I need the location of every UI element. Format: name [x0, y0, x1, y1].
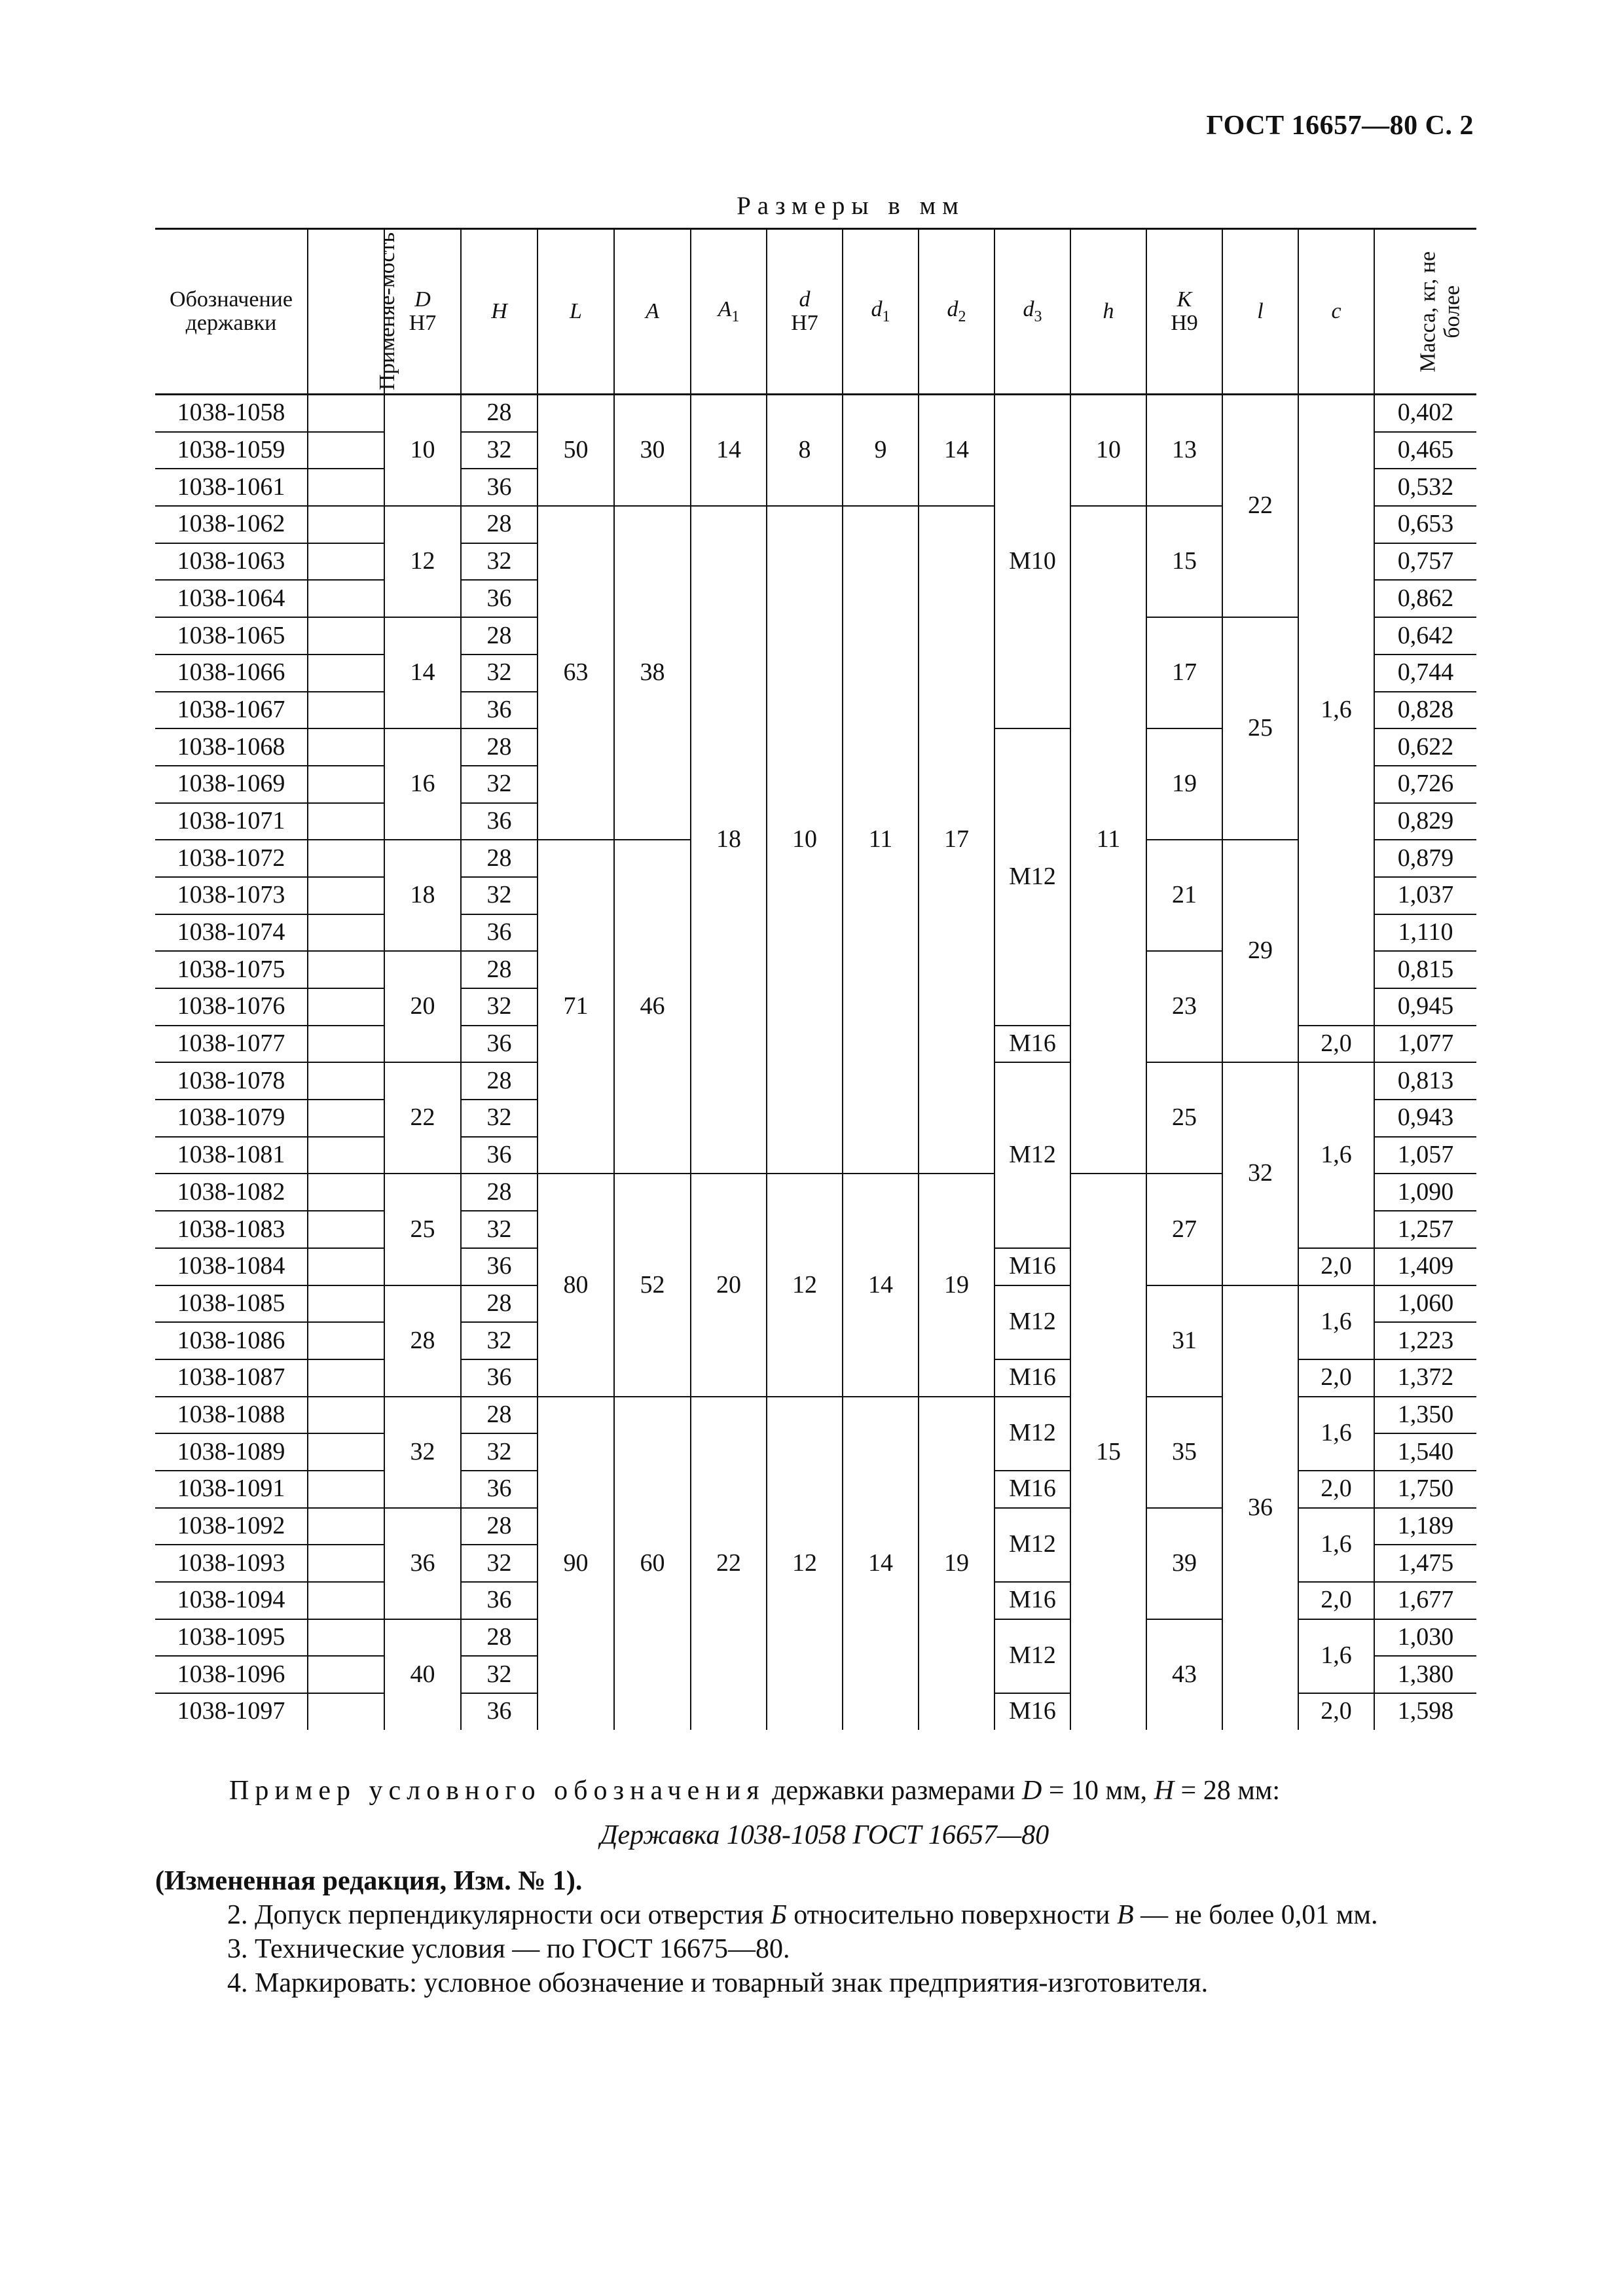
- cell-applicability: [308, 432, 384, 469]
- cell-H: 32: [461, 1322, 538, 1359]
- cell-c: 1,6: [1298, 1062, 1374, 1247]
- cell-applicability: [308, 1211, 384, 1248]
- cell-L: 50: [538, 395, 614, 507]
- cell-l: 36: [1222, 1285, 1298, 1730]
- cell-mass: 1,057: [1374, 1137, 1476, 1174]
- cell-mass: 1,257: [1374, 1211, 1476, 1248]
- cell-H: 32: [461, 1545, 538, 1582]
- cell-d3: M12: [994, 1062, 1070, 1247]
- cell-d3: M12: [994, 1619, 1070, 1693]
- cell-designation: 1038-1085: [155, 1285, 308, 1323]
- cell-H: 36: [461, 1693, 538, 1730]
- cell-mass: 0,402: [1374, 395, 1476, 432]
- cell-applicability: [308, 1545, 384, 1582]
- cell-H: 36: [461, 580, 538, 617]
- cell-mass: 1,409: [1374, 1248, 1476, 1285]
- cell-l: 29: [1222, 840, 1298, 1062]
- cell-K: 35: [1146, 1397, 1222, 1508]
- cell-H: 36: [461, 803, 538, 840]
- cell-designation: 1038-1063: [155, 543, 308, 581]
- col-A1: $A_1$: [691, 229, 767, 395]
- cell-mass: 0,815: [1374, 951, 1476, 988]
- cell-mass: 1,380: [1374, 1656, 1476, 1693]
- cell-L: 80: [538, 1174, 614, 1396]
- cell-d3: M16: [994, 1026, 1070, 1063]
- cell-H: 28: [461, 1174, 538, 1211]
- cell-designation: 1038-1073: [155, 877, 308, 914]
- cell-d1: 9: [843, 395, 919, 507]
- cell-H: 36: [461, 1471, 538, 1508]
- cell-designation: 1038-1083: [155, 1211, 308, 1248]
- cell-H: 36: [461, 1026, 538, 1063]
- cell-A: 60: [614, 1397, 691, 1730]
- cell-applicability: [308, 655, 384, 692]
- cell-designation: 1038-1077: [155, 1026, 308, 1063]
- cell-K: 31: [1146, 1285, 1222, 1397]
- cell-D: 18: [384, 840, 461, 951]
- cell-mass: 0,943: [1374, 1100, 1476, 1137]
- cell-d3: M16: [994, 1248, 1070, 1285]
- cell-designation: 1038-1082: [155, 1174, 308, 1211]
- cell-D: 16: [384, 728, 461, 840]
- cell-H: 32: [461, 988, 538, 1026]
- cell-c: 2,0: [1298, 1248, 1374, 1285]
- cell-applicability: [308, 543, 384, 581]
- cell-A1: 22: [691, 1397, 767, 1730]
- cell-K: 27: [1146, 1174, 1222, 1285]
- cell-mass: 0,862: [1374, 580, 1476, 617]
- cell-H: 32: [461, 1656, 538, 1693]
- cell-applicability: [308, 1619, 384, 1657]
- cell-mass: 1,090: [1374, 1174, 1476, 1211]
- cell-D: 40: [384, 1619, 461, 1730]
- cell-H: 28: [461, 1285, 538, 1323]
- cell-d3: M16: [994, 1359, 1070, 1397]
- cell-K: 15: [1146, 506, 1222, 617]
- cell-applicability: [308, 1062, 384, 1100]
- cell-applicability: [308, 506, 384, 543]
- cell-designation: 1038-1059: [155, 432, 308, 469]
- cell-mass: 0,945: [1374, 988, 1476, 1026]
- cell-mass: 0,879: [1374, 840, 1476, 877]
- cell-designation: 1038-1086: [155, 1322, 308, 1359]
- cell-designation: 1038-1088: [155, 1397, 308, 1434]
- cell-A: 38: [614, 506, 691, 840]
- cell-K: 19: [1146, 728, 1222, 840]
- cell-d3: M10: [994, 395, 1070, 729]
- cell-applicability: [308, 1248, 384, 1285]
- cell-applicability: [308, 692, 384, 729]
- cell-applicability: [308, 1508, 384, 1545]
- cell-l: 25: [1222, 617, 1298, 840]
- cell-D: 32: [384, 1397, 461, 1508]
- cell-designation: 1038-1094: [155, 1582, 308, 1619]
- cell-applicability: [308, 1656, 384, 1693]
- cell-H: 28: [461, 1619, 538, 1657]
- cell-mass: 0,622: [1374, 728, 1476, 766]
- cell-d: 10: [767, 506, 843, 1174]
- cell-l: 32: [1222, 1062, 1298, 1285]
- cell-D: 10: [384, 395, 461, 507]
- cell-applicability: [308, 1693, 384, 1730]
- cell-H: 36: [461, 914, 538, 952]
- col-d1: $d_1$: [843, 229, 919, 395]
- col-L: L: [538, 229, 614, 395]
- cell-mass: 1,030: [1374, 1619, 1476, 1657]
- cell-d3: M12: [994, 728, 1070, 1026]
- cell-applicability: [308, 1397, 384, 1434]
- cell-D: 36: [384, 1508, 461, 1619]
- col-applicability-label: Применяе-мость: [375, 232, 400, 391]
- cell-K: 13: [1146, 395, 1222, 507]
- cell-designation: 1038-1093: [155, 1545, 308, 1582]
- example-var-H: H: [1154, 1776, 1175, 1806]
- cell-c: 1,6: [1298, 395, 1374, 1026]
- cell-K: 43: [1146, 1619, 1222, 1730]
- cell-applicability: [308, 395, 384, 432]
- cell-mass: 1,677: [1374, 1582, 1476, 1619]
- cell-mass: 0,653: [1374, 506, 1476, 543]
- cell-c: 2,0: [1298, 1471, 1374, 1508]
- cell-c: 1,6: [1298, 1397, 1374, 1471]
- cell-applicability: [308, 766, 384, 803]
- cell-K: 21: [1146, 840, 1222, 951]
- cell-H: 28: [461, 1397, 538, 1434]
- cell-mass: 1,598: [1374, 1693, 1476, 1730]
- cell-H: 28: [461, 395, 538, 432]
- cell-A: 30: [614, 395, 691, 507]
- cell-designation: 1038-1095: [155, 1619, 308, 1657]
- cell-d2: 17: [919, 506, 994, 1174]
- cell-d1: 14: [843, 1174, 919, 1396]
- col-l: l: [1222, 229, 1298, 395]
- cell-designation: 1038-1084: [155, 1248, 308, 1285]
- cell-designation: 1038-1069: [155, 766, 308, 803]
- cell-H: 32: [461, 1211, 538, 1248]
- cell-H: 32: [461, 543, 538, 581]
- cell-mass: 0,726: [1374, 766, 1476, 803]
- cell-mass: 0,829: [1374, 803, 1476, 840]
- col-h: h: [1070, 229, 1146, 395]
- cell-A1: 14: [691, 395, 767, 507]
- col-K: K H9: [1146, 229, 1222, 395]
- cell-D: 22: [384, 1062, 461, 1174]
- cell-c: 2,0: [1298, 1693, 1374, 1730]
- cell-designation: 1038-1072: [155, 840, 308, 877]
- cell-designation: 1038-1071: [155, 803, 308, 840]
- cell-H: 36: [461, 692, 538, 729]
- cell-mass: 1,189: [1374, 1508, 1476, 1545]
- cell-d3: M16: [994, 1693, 1070, 1730]
- cell-designation: 1038-1061: [155, 469, 308, 506]
- cell-d2: 19: [919, 1397, 994, 1730]
- cell-applicability: [308, 1322, 384, 1359]
- cell-c: 1,6: [1298, 1285, 1374, 1359]
- cell-l: 22: [1222, 395, 1298, 618]
- note-2: 2. Допуск перпендикулярности оси отверстия Б относительно поверхности В — не более 0,01 мм.: [227, 1900, 1378, 1930]
- cell-designation: 1038-1065: [155, 617, 308, 655]
- cell-designation: 1038-1068: [155, 728, 308, 766]
- col-D: D H7: [384, 229, 461, 395]
- cell-D: 28: [384, 1285, 461, 1397]
- edition-note: (Измененная редакция, Изм. № 1).: [155, 1866, 583, 1896]
- cell-K: 39: [1146, 1508, 1222, 1619]
- cell-designation: 1038-1091: [155, 1471, 308, 1508]
- table-caption: Размеры в мм: [737, 192, 965, 220]
- notes: [155, 1864, 1474, 2000]
- cell-applicability: [308, 1100, 384, 1137]
- cell-H: 36: [461, 1359, 538, 1397]
- cell-d3: M12: [994, 1397, 1070, 1471]
- cell-applicability: [308, 840, 384, 877]
- cell-applicability: [308, 1137, 384, 1174]
- cell-L: 71: [538, 840, 614, 1174]
- cell-d2: 19: [919, 1174, 994, 1396]
- col-designation: Обозначение державки: [155, 229, 308, 395]
- cell-designation: 1038-1097: [155, 1693, 308, 1730]
- cell-designation: 1038-1087: [155, 1359, 308, 1397]
- cell-A: 46: [614, 840, 691, 1174]
- cell-applicability: [308, 1285, 384, 1323]
- cell-applicability: [308, 803, 384, 840]
- cell-mass: 1,110: [1374, 914, 1476, 952]
- cell-designation: 1038-1058: [155, 395, 308, 432]
- cell-d2: 14: [919, 395, 994, 507]
- cell-H: 36: [461, 469, 538, 506]
- cell-designation: 1038-1075: [155, 951, 308, 988]
- col-d3: $d_3$: [994, 229, 1070, 395]
- cell-mass: 0,744: [1374, 655, 1476, 692]
- cell-mass: 0,532: [1374, 469, 1476, 506]
- cell-mass: 1,060: [1374, 1285, 1476, 1323]
- cell-A1: 20: [691, 1174, 767, 1396]
- cell-d3: M12: [994, 1508, 1070, 1582]
- cell-H: 28: [461, 1062, 538, 1100]
- cell-K: 25: [1146, 1062, 1222, 1174]
- cell-designation: 1038-1066: [155, 655, 308, 692]
- example-text: державки размерами: [765, 1776, 1022, 1806]
- cell-H: 28: [461, 840, 538, 877]
- example-intro: Пример условного обозначения: [229, 1776, 765, 1806]
- cell-mass: 1,037: [1374, 877, 1476, 914]
- cell-K: 23: [1146, 951, 1222, 1062]
- cell-designation: 1038-1078: [155, 1062, 308, 1100]
- cell-applicability: [308, 951, 384, 988]
- cell-d: 12: [767, 1174, 843, 1396]
- cell-d1: 14: [843, 1397, 919, 1730]
- cell-h: 15: [1070, 1174, 1146, 1729]
- cell-designation: 1038-1062: [155, 506, 308, 543]
- cell-d3: M12: [994, 1285, 1070, 1359]
- cell-mass: 1,077: [1374, 1026, 1476, 1063]
- cell-H: 28: [461, 1508, 538, 1545]
- cell-D: 25: [384, 1174, 461, 1285]
- cell-A1: 18: [691, 506, 767, 1174]
- cell-designation: 1038-1076: [155, 988, 308, 1026]
- cell-designation: 1038-1074: [155, 914, 308, 952]
- cell-designation: 1038-1096: [155, 1656, 308, 1693]
- col-c: c: [1298, 229, 1374, 395]
- cell-L: 63: [538, 506, 614, 840]
- cell-applicability: [308, 1471, 384, 1508]
- cell-mass: 0,642: [1374, 617, 1476, 655]
- cell-designation: 1038-1067: [155, 692, 308, 729]
- col-d: d H7: [767, 229, 843, 395]
- cell-d: 12: [767, 1397, 843, 1730]
- cell-h: 10: [1070, 395, 1146, 507]
- cell-applicability: [308, 914, 384, 952]
- cell-H: 28: [461, 506, 538, 543]
- cell-designation: 1038-1089: [155, 1433, 308, 1471]
- cell-H: 36: [461, 1137, 538, 1174]
- cell-mass: 1,475: [1374, 1545, 1476, 1582]
- cell-d3: M16: [994, 1471, 1070, 1508]
- cell-designation: 1038-1081: [155, 1137, 308, 1174]
- designation-example: [229, 1775, 1280, 1806]
- cell-applicability: [308, 988, 384, 1026]
- cell-h: 11: [1070, 506, 1146, 1174]
- cell-mass: 0,757: [1374, 543, 1476, 581]
- cell-mass: 1,540: [1374, 1433, 1476, 1471]
- cell-applicability: [308, 1026, 384, 1063]
- col-mass: [1374, 229, 1476, 395]
- table-row: [155, 395, 1476, 432]
- cell-applicability: [308, 728, 384, 766]
- cell-mass: 0,813: [1374, 1062, 1476, 1100]
- cell-H: 36: [461, 1248, 538, 1285]
- table-body: [155, 395, 1476, 1730]
- cell-c: 2,0: [1298, 1026, 1374, 1063]
- cell-applicability: [308, 469, 384, 506]
- cell-mass: 1,750: [1374, 1471, 1476, 1508]
- cell-c: 1,6: [1298, 1508, 1374, 1582]
- cell-designation: 1038-1092: [155, 1508, 308, 1545]
- cell-H: 32: [461, 432, 538, 469]
- cell-mass: 1,350: [1374, 1397, 1476, 1434]
- note-4: 4. Маркировать: условное обозначение и товарный знак предприятия-изготовителя.: [227, 1968, 1209, 1998]
- cell-applicability: [308, 877, 384, 914]
- example-eq1: = 10 мм,: [1042, 1776, 1154, 1806]
- cell-c: 1,6: [1298, 1619, 1374, 1693]
- cell-designation: 1038-1079: [155, 1100, 308, 1137]
- cell-H: 32: [461, 766, 538, 803]
- cell-H: 32: [461, 1433, 538, 1471]
- col-mass-label: Масса, кг, не более: [1415, 251, 1465, 372]
- cell-d: 8: [767, 395, 843, 507]
- cell-d1: 11: [843, 506, 919, 1174]
- cell-H: 32: [461, 655, 538, 692]
- cell-mass: 1,372: [1374, 1359, 1476, 1397]
- cell-applicability: [308, 1433, 384, 1471]
- cell-applicability: [308, 1174, 384, 1211]
- cell-H: 32: [461, 1100, 538, 1137]
- cell-applicability: [308, 1582, 384, 1619]
- cell-mass: 1,223: [1374, 1322, 1476, 1359]
- cell-H: 28: [461, 951, 538, 988]
- cell-H: 32: [461, 877, 538, 914]
- page-header: ГОСТ 16657—80 С. 2: [1206, 111, 1474, 141]
- col-H: H: [461, 229, 538, 395]
- cell-H: 28: [461, 617, 538, 655]
- cell-applicability: [308, 1359, 384, 1397]
- table-header-row: [155, 229, 1476, 395]
- col-applicability: [308, 229, 400, 395]
- cell-c: 2,0: [1298, 1582, 1374, 1619]
- cell-D: 12: [384, 506, 461, 617]
- cell-D: 20: [384, 951, 461, 1062]
- example-eq2: = 28 мм:: [1174, 1776, 1281, 1806]
- cell-mass: 0,828: [1374, 692, 1476, 729]
- example-var-D: D: [1022, 1776, 1042, 1806]
- cell-D: 14: [384, 617, 461, 728]
- example-designation: Державка 1038-1058 ГОСТ 16657—80: [600, 1820, 1049, 1850]
- cell-A: 52: [614, 1174, 691, 1396]
- cell-H: 36: [461, 1582, 538, 1619]
- cell-L: 90: [538, 1397, 614, 1730]
- cell-K: 17: [1146, 617, 1222, 728]
- col-A: A: [614, 229, 691, 395]
- cell-c: 2,0: [1298, 1359, 1374, 1397]
- dimensions-table: [155, 228, 1476, 1730]
- cell-applicability: [308, 617, 384, 655]
- cell-designation: 1038-1064: [155, 580, 308, 617]
- cell-mass: 0,465: [1374, 432, 1476, 469]
- cell-d3: M16: [994, 1582, 1070, 1619]
- cell-applicability: [308, 580, 384, 617]
- col-d2: $d_2$: [919, 229, 994, 395]
- cell-H: 28: [461, 728, 538, 766]
- note-3: 3. Технические условия — по ГОСТ 16675—80.: [227, 1934, 790, 1964]
